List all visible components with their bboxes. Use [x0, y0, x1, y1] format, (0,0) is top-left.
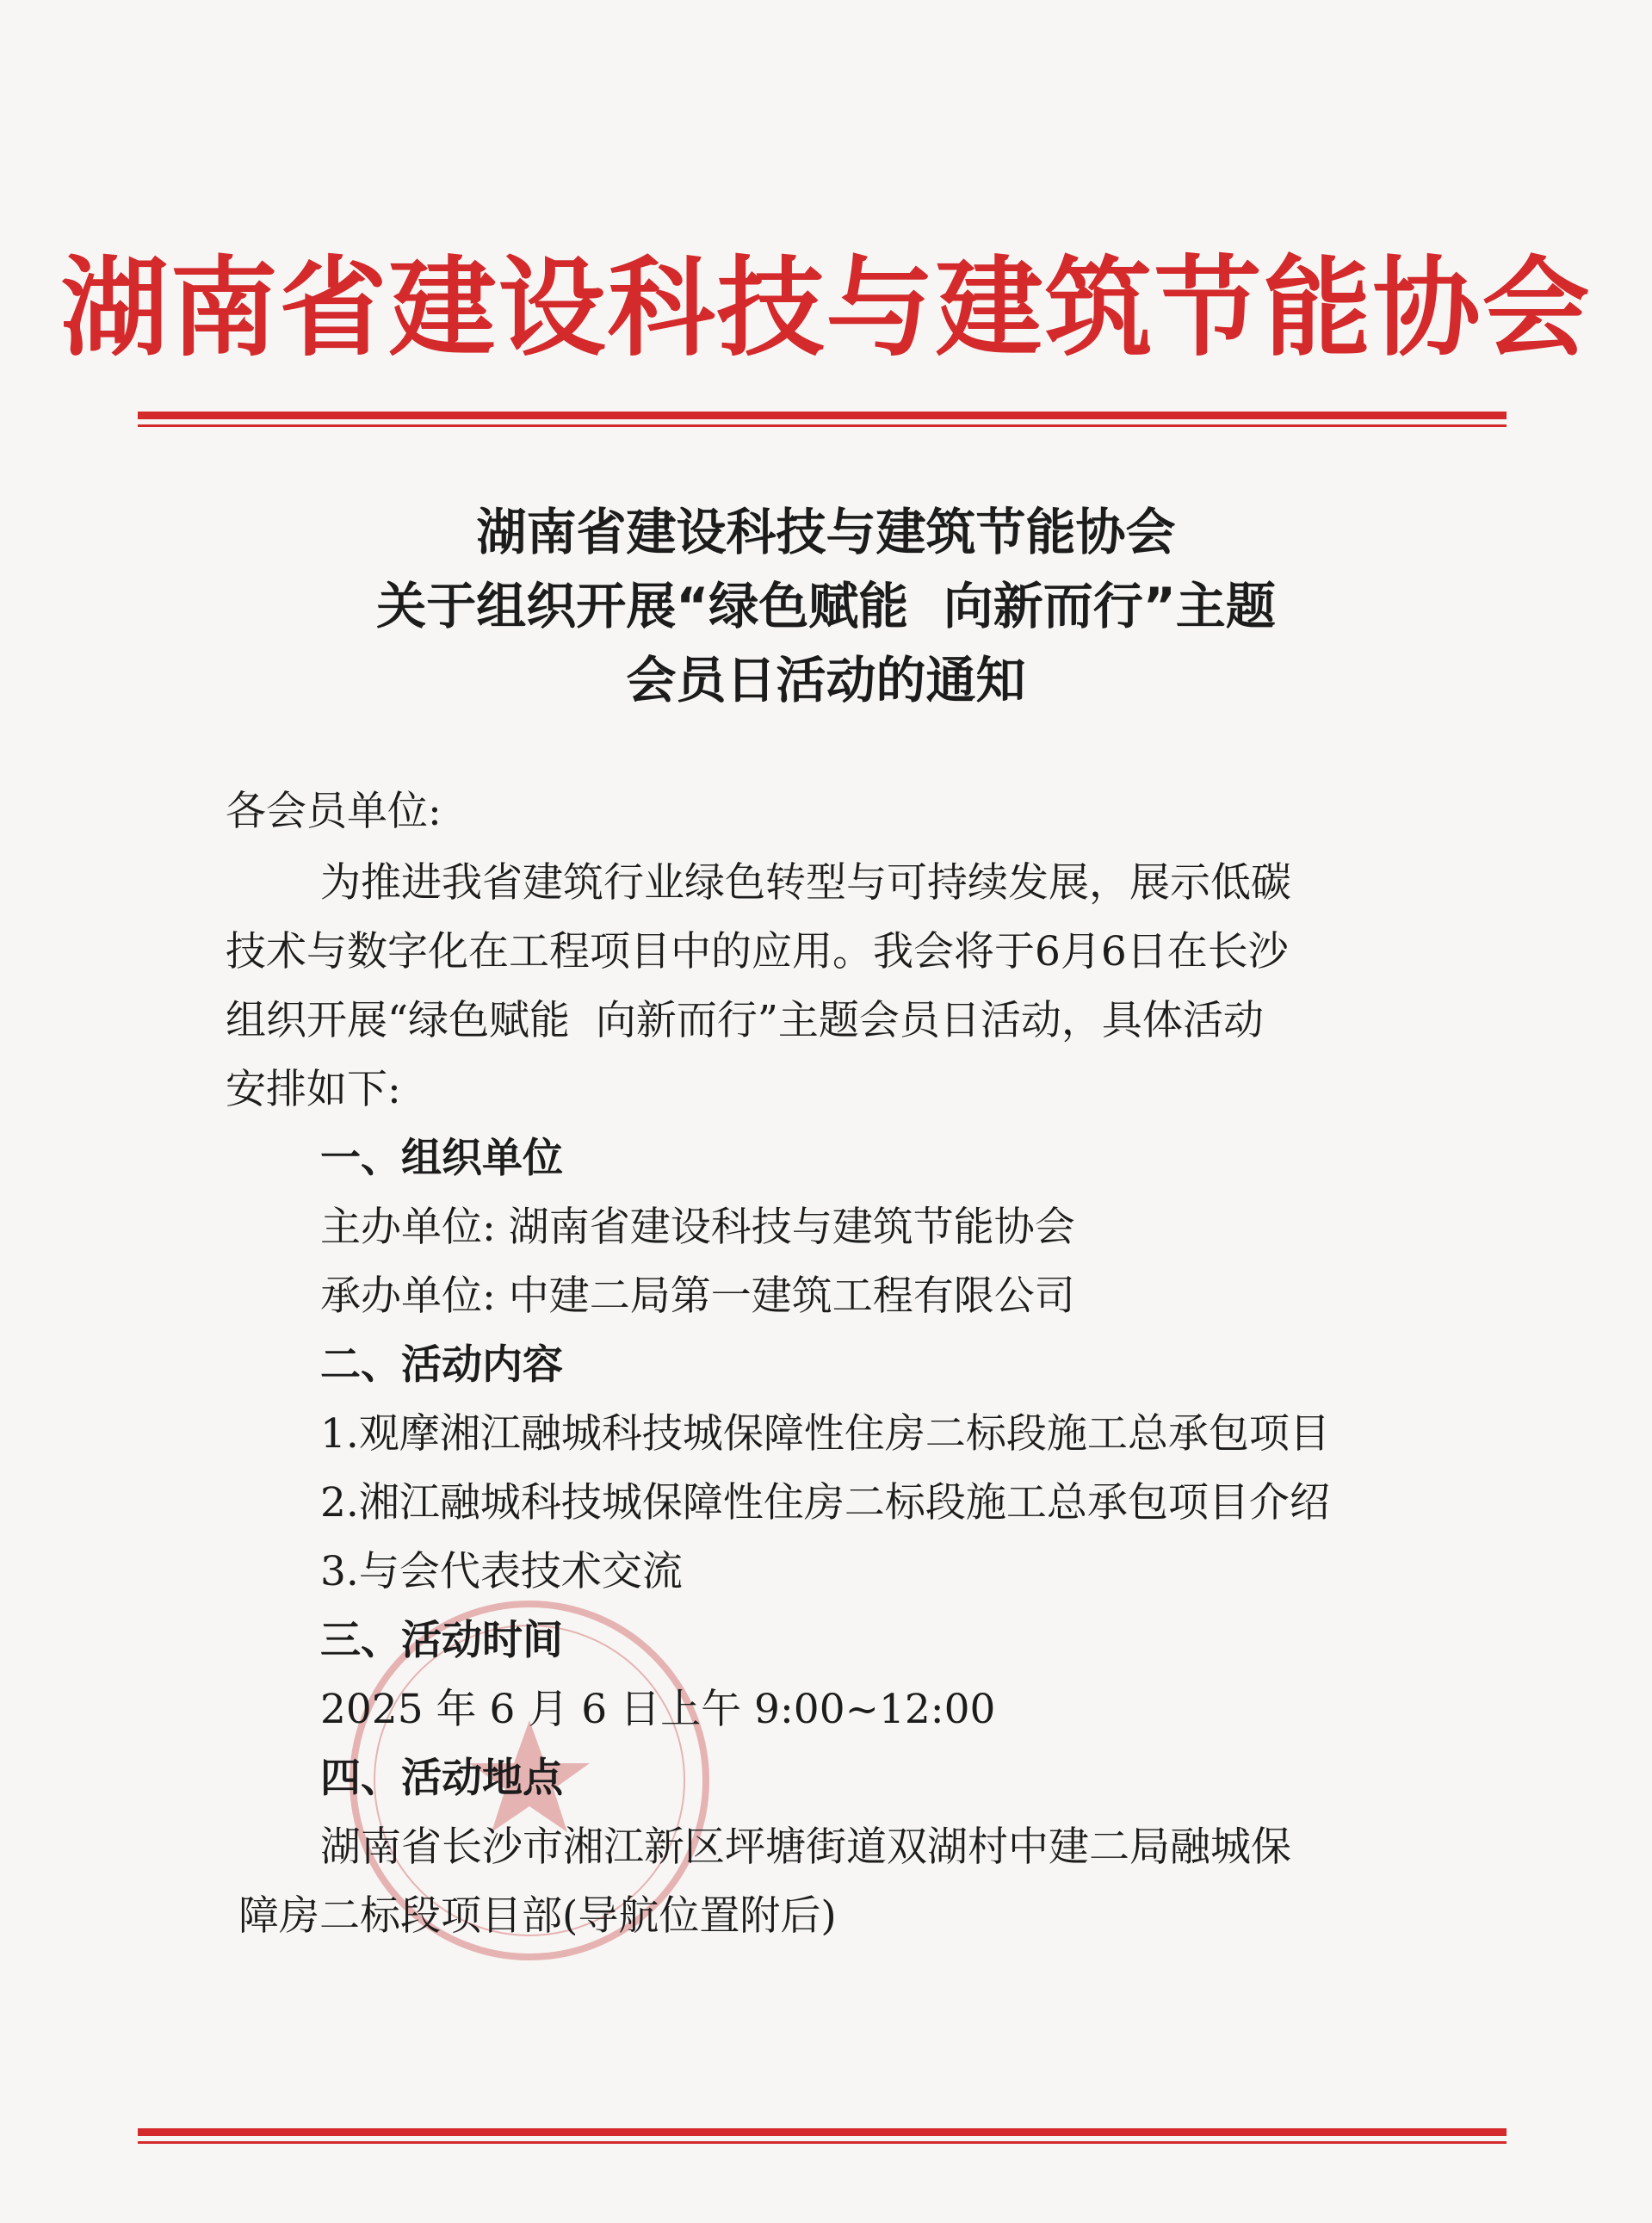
heading-organizer: 一、组织单位 [320, 1135, 563, 1182]
rule-thin-line [138, 2141, 1507, 2144]
content-item-1: 1.观摩湘江融城科技城保障性住房二标段施工总承包项目 [320, 1410, 1330, 1458]
content-item-3: 3.与会代表技术交流 [320, 1548, 683, 1595]
rule-thick-line [138, 2128, 1507, 2136]
heading-time: 三、活动时间 [320, 1617, 563, 1664]
content-item-2: 2.湘江融城科技城保障性住房二标段施工总承包项目介绍 [320, 1479, 1330, 1526]
intro-line-1: 为推进我省建筑行业绿色转型与可持续发展，展示低碳 [320, 859, 1291, 907]
letterhead-rule [138, 412, 1507, 427]
rule-thin-line [138, 424, 1507, 427]
host-unit: 主办单位: 湖南省建设科技与建筑节能协会 [320, 1204, 1075, 1251]
intro-line-2: 技术与数字化在工程项目中的应用。我会将于6月6日在长沙 [226, 928, 1289, 975]
rule-thick-line [138, 412, 1507, 419]
title-line-1: 湖南省建设科技与建筑节能协会 [476, 503, 1176, 561]
heading-content: 二、活动内容 [320, 1341, 563, 1389]
title-line-2: 关于组织开展“绿色赋能 向新而行”主题 [376, 577, 1276, 635]
salutation: 各会员单位: [226, 788, 442, 835]
location-line-2: 障房二标段项目部(导航位置附后) [238, 1892, 837, 1940]
undertaking-unit: 承办单位: 中建二局第一建筑工程有限公司 [320, 1272, 1075, 1320]
document-title [0, 495, 1652, 717]
activity-time: 2025 年 6 月 6 日上午 9:00~12:00 [320, 1686, 996, 1733]
title-line-3: 会员日活动的通知 [626, 651, 1026, 709]
intro-line-4: 安排如下: [226, 1066, 401, 1113]
heading-location: 四、活动地点 [320, 1755, 563, 1802]
letterhead-title: 湖南省建设科技与建筑节能协会 [60, 245, 1592, 371]
intro-line-3: 组织开展“绿色赋能 向新而行”主题会员日活动，具体活动 [226, 997, 1264, 1044]
location-line-1: 湖南省长沙市湘江新区坪塘街道双湖村中建二局融城保 [320, 1824, 1291, 1871]
footer-rule [138, 2128, 1507, 2144]
